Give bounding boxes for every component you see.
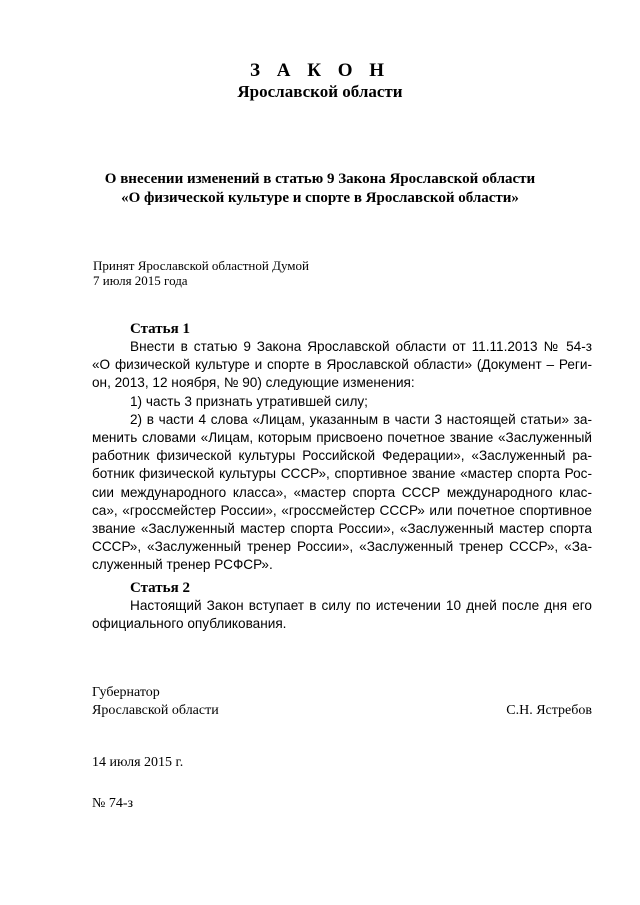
article-line: служенный тренер РСФСР». — [92, 557, 273, 573]
adoption-note — [93, 258, 309, 288]
adoption-date: 7 июля 2015 года — [93, 273, 188, 288]
article-line: Настоящий Закон вступает в силу по истечении 10 дней после дня его — [130, 598, 592, 613]
article-1-body — [92, 338, 592, 575]
article-line: 2) в части 4 слова «Лицам, указанным в части 3 настоящей статьи» за- — [130, 411, 592, 427]
article-2-title: Статья 2 — [130, 580, 190, 596]
article-line: работник физической культуры Российской Федерации», «Заслуженный ра- — [92, 448, 592, 464]
law-heading — [0, 170, 640, 208]
article-line: «О физической культуре и спорте в Ярославской области» (Документ – Реги- — [92, 357, 592, 373]
signature-block — [92, 684, 592, 720]
signatory-name: С.Н. Ястребов — [506, 703, 592, 718]
signing-date: 14 июля 2015 г. — [92, 755, 184, 770]
article-line: Внести в статью 9 Закона Ярославской области от 11.11.2013 № 54-з — [130, 339, 592, 354]
article-2-body — [92, 597, 592, 633]
article-line: официального опубликования. — [92, 616, 287, 632]
law-title: З А К О Н — [249, 60, 391, 81]
law-number: № 74-з — [92, 796, 134, 811]
signatory-position-line-1: Губернатор — [92, 685, 160, 700]
law-heading-line: О внесении изменений в статью 9 Закона Ярославской области — [104, 171, 536, 187]
article-line: СССР», «Заслуженный тренер России», «Заслуженный тренер СССР», «За- — [92, 539, 592, 555]
signatory-position-line-2: Ярославской области — [92, 703, 219, 718]
law-region: Ярославской области — [237, 82, 403, 101]
article-line: сии международного класса», «мастер спорта СССР международного клас- — [92, 484, 592, 500]
article-line: са», «гроссмейстер России», «гроссмейстер СССР» или почетное спортивное — [92, 502, 592, 518]
article-line: менить словами «Лицам, которым присвоено почетное звание «Заслуженный — [92, 430, 592, 446]
article-line: звание «Заслуженный мастер спорта России», «Заслуженный мастер спорта — [92, 521, 592, 537]
article-line: он, 2013, 12 ноября, № 90) следующие изменения: — [92, 375, 415, 391]
article-line: ботник физической культуры СССР», спортивное звание «мастер спорта Рос- — [92, 466, 592, 482]
article-line: 1) часть 3 признать утратившей силу; — [130, 393, 368, 409]
law-heading-line: «О физической культуре и спорте в Ярославской области» — [121, 190, 519, 206]
article-1-title: Статья 1 — [130, 321, 190, 337]
adoption-body: Принят Ярославской областной Думой — [93, 258, 309, 273]
